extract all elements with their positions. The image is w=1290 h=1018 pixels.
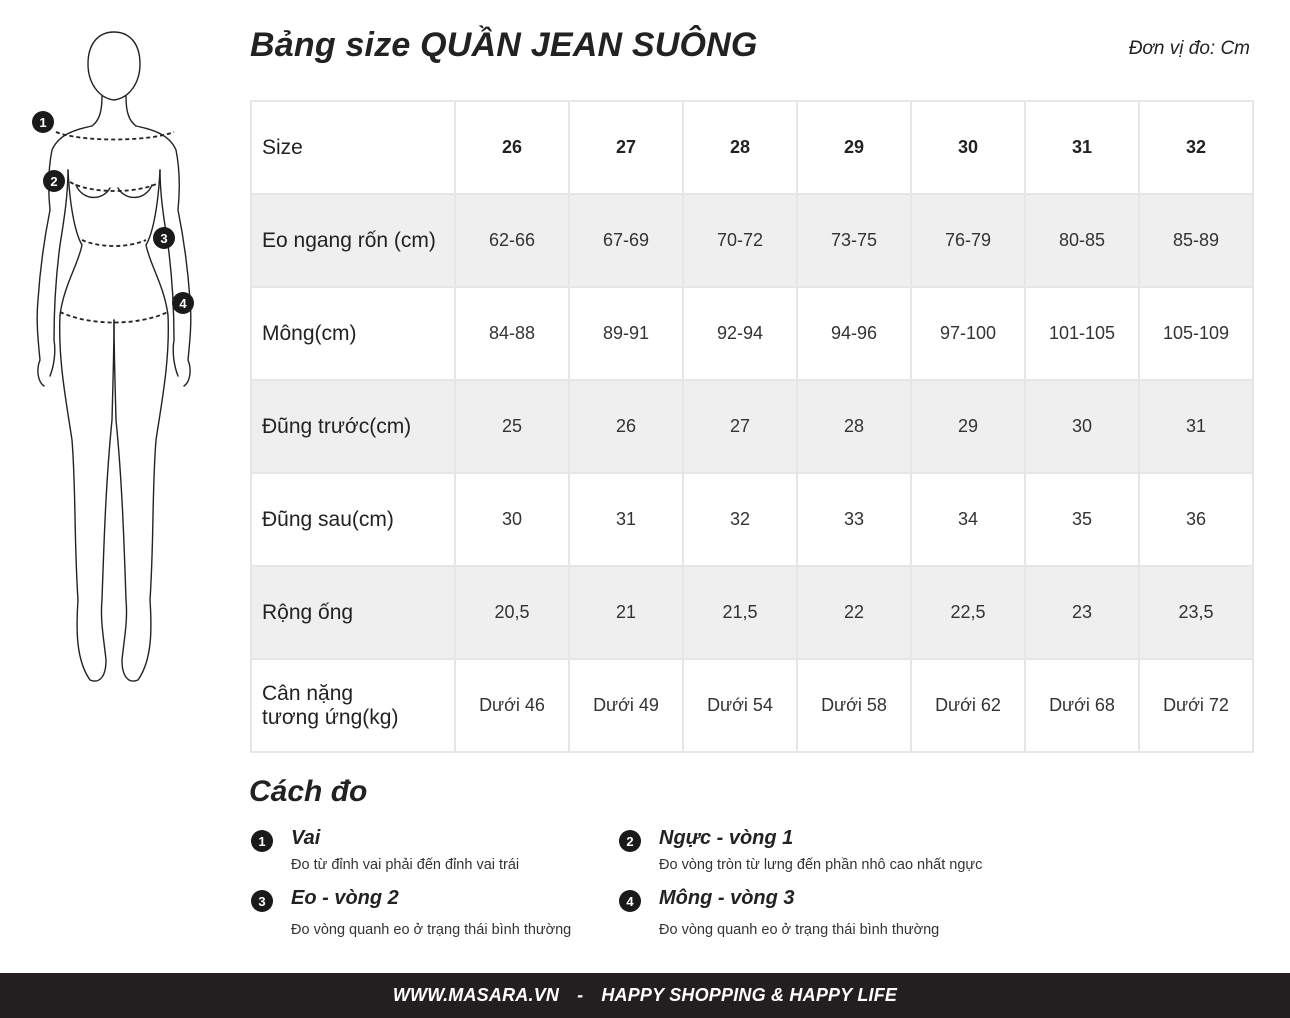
size-table	[250, 100, 1254, 753]
table-row-hip	[251, 287, 1253, 380]
table-row-weight	[251, 659, 1253, 752]
size-header-label: Size	[251, 101, 455, 194]
table-cell: 89-91	[569, 287, 683, 380]
table-cell: 31	[1139, 380, 1253, 473]
table-cell: 105-109	[1139, 287, 1253, 380]
table-cell: 70-72	[683, 194, 797, 287]
table-cell: 22	[797, 566, 911, 659]
step-name: Vai	[291, 827, 321, 849]
row-label	[251, 659, 455, 752]
unit-label: Đơn vị đo: Cm	[1128, 38, 1250, 59]
table-cell: 97-100	[911, 287, 1025, 380]
size-header-cell: 28	[683, 101, 797, 194]
table-cell: 34	[911, 473, 1025, 566]
step-number-badge: 2	[619, 830, 641, 852]
size-header-cell: 26	[455, 101, 569, 194]
table-cell: 80-85	[1025, 194, 1139, 287]
table-cell: 23	[1025, 566, 1139, 659]
row-label-line: Cân nặng	[262, 681, 354, 705]
row-label: Eo ngang rốn (cm)	[251, 194, 455, 287]
table-cell: 21	[569, 566, 683, 659]
step-number-badge: 3	[251, 890, 273, 912]
table-row-leg-opening	[251, 566, 1253, 659]
page-title: Bảng size QUẦN JEAN SUÔNG	[250, 26, 758, 64]
size-header-cell: 29	[797, 101, 911, 194]
table-cell: 76-79	[911, 194, 1025, 287]
table-cell: 101-105	[1025, 287, 1139, 380]
mannequin-outline-icon	[20, 20, 210, 690]
row-label: Rộng ống	[251, 566, 455, 659]
table-cell: 30	[455, 473, 569, 566]
table-cell: Dưới 46	[455, 659, 569, 752]
table-cell: 92-94	[683, 287, 797, 380]
table-cell: 25	[455, 380, 569, 473]
table-cell: 26	[569, 380, 683, 473]
table-cell: 30	[1025, 380, 1139, 473]
table-cell: 29	[911, 380, 1025, 473]
table-row-back-rise	[251, 473, 1253, 566]
step-description: Đo vòng quanh eo ở trạng thái bình thường	[659, 922, 940, 938]
step-number-badge: 4	[619, 890, 641, 912]
step-name: Eo - vòng 2	[291, 887, 399, 909]
table-cell: 23,5	[1139, 566, 1253, 659]
table-cell: 94-96	[797, 287, 911, 380]
table-cell: Dưới 54	[683, 659, 797, 752]
table-cell: 73-75	[797, 194, 911, 287]
table-cell: Dưới 49	[569, 659, 683, 752]
table-cell: Dưới 72	[1139, 659, 1253, 752]
step-name: Ngực - vòng 1	[659, 827, 794, 849]
table-cell: Dưới 62	[911, 659, 1025, 752]
table-cell: 31	[569, 473, 683, 566]
row-label-line: tương ứng(kg)	[262, 705, 399, 729]
table-cell: 20,5	[455, 566, 569, 659]
table-cell: 33	[797, 473, 911, 566]
step-description: Đo vòng quanh eo ở trạng thái bình thường	[291, 922, 572, 938]
howto-title: Cách đo	[249, 775, 368, 808]
size-header-cell: 30	[911, 101, 1025, 194]
table-cell: 32	[683, 473, 797, 566]
table-row-front-rise	[251, 380, 1253, 473]
table-header-row	[251, 101, 1253, 194]
table-cell: 84-88	[455, 287, 569, 380]
size-header-cell: 31	[1025, 101, 1139, 194]
body-measurement-figure	[20, 20, 210, 690]
step-name: Mông - vòng 3	[659, 887, 795, 909]
table-row-waist	[251, 194, 1253, 287]
table-cell: 67-69	[569, 194, 683, 287]
table-cell: 28	[797, 380, 911, 473]
step-number-badge: 1	[251, 830, 273, 852]
table-cell: 21,5	[683, 566, 797, 659]
footer-slogan: HAPPY SHOPPING & HAPPY LIFE	[601, 985, 898, 1005]
table-cell: 27	[683, 380, 797, 473]
svg-text:4: 4	[179, 296, 187, 311]
svg-text:2: 2	[50, 174, 58, 189]
step-description: Đo từ đỉnh vai phải đến đỉnh vai trái	[291, 857, 520, 873]
svg-text:3: 3	[160, 231, 168, 246]
table-cell: Dưới 58	[797, 659, 911, 752]
row-label: Đũng trước(cm)	[251, 380, 455, 473]
table-cell: 35	[1025, 473, 1139, 566]
table-cell: 62-66	[455, 194, 569, 287]
size-header-cell: 27	[569, 101, 683, 194]
footer-website: WWW.MASARA.VN	[392, 985, 560, 1005]
size-header-cell: 32	[1139, 101, 1253, 194]
svg-text:1: 1	[39, 115, 47, 130]
step-description: Đo vòng tròn từ lưng đến phần nhô cao nhất ngực	[659, 857, 983, 873]
footer-bar	[0, 973, 1290, 1018]
footer-separator: -	[577, 985, 584, 1005]
row-label: Đũng sau(cm)	[251, 473, 455, 566]
row-label: Mông(cm)	[251, 287, 455, 380]
table-cell: 22,5	[911, 566, 1025, 659]
table-cell: 85-89	[1139, 194, 1253, 287]
table-cell: Dưới 68	[1025, 659, 1139, 752]
table-cell: 36	[1139, 473, 1253, 566]
